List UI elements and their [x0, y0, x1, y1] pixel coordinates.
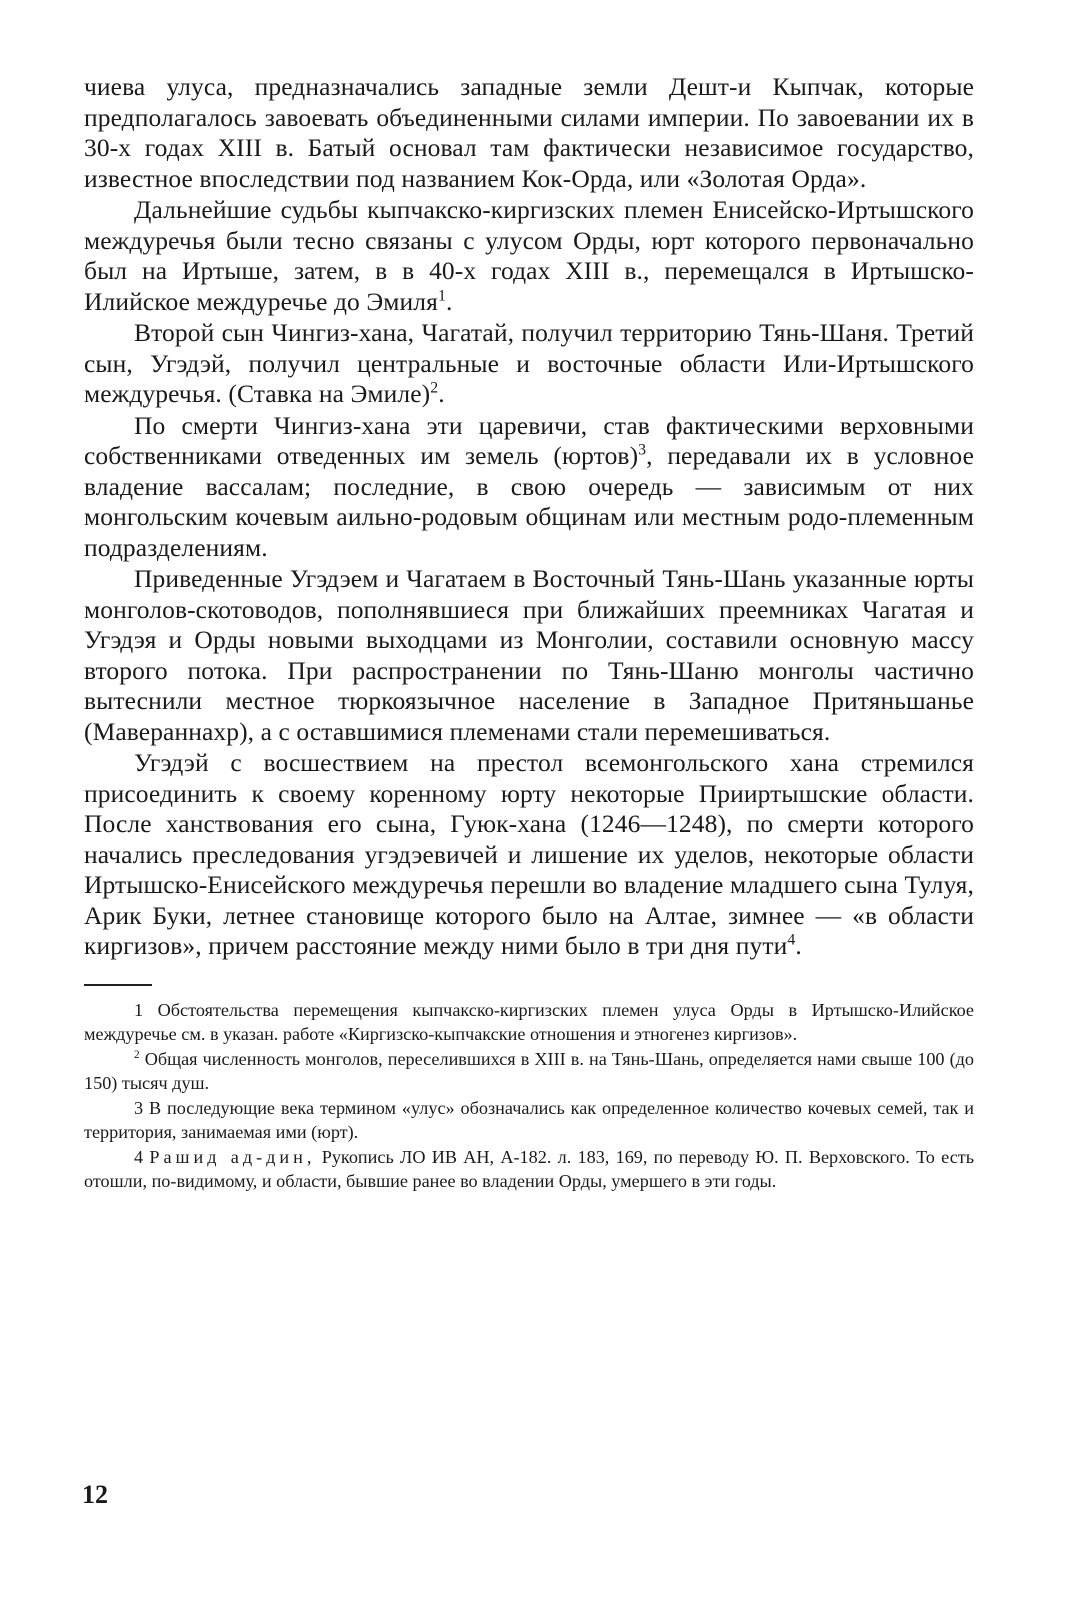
paragraph-1 — [84, 72, 974, 194]
paragraph-1-text: чиева улуса, предназначались западные земли Дешт-и Кыпчак, которые предполагалось завоевать объединенными силами империи. По завоевании их в 30-х годах XIII в. Батый основал там фактически независимое государство, известное впоследствии под названием Кок-Орда, или «Золотая Орда». — [84, 72, 974, 193]
page-body — [84, 72, 974, 1194]
footnote-4-author: Рашид ад-дин, — [149, 1146, 316, 1167]
footnote-2-number: 2 — [134, 1048, 140, 1061]
paragraph-3-text: Второй сын Чингиз-хана, Чагатай, получил территорию Тянь-Шаня. Третий сын, Угэдэй, получил центральные и восточные области Или-Иртышского междуречья. (Ставка на Эмиле) — [84, 318, 974, 408]
footnote-ref-3: 3 — [638, 441, 647, 459]
paragraph-2-end: . — [445, 286, 453, 316]
paragraph-2-text: Дальнейшие судьбы кыпчакско-киргизских племен Енисейско-Иртышского междуречья были тесно связаны с улусом Орды, юрт которого первоначально был на Иртыше, затем, в в 40-х годах XIII в., перемещался в Иртышско-Илийское междуречье до Эмиля — [84, 195, 974, 316]
paragraph-4-comma: , — [646, 441, 653, 470]
footnote-1-number: 1 — [134, 999, 144, 1020]
footnote-ref-2: 2 — [430, 379, 439, 397]
footnote-ref-4: 4 — [787, 931, 796, 949]
page-number: 12 — [82, 1480, 108, 1509]
paragraph-4 — [84, 411, 974, 564]
paragraph-4-text-b: передавали их в условное владение вассалам; последние, в свою очередь — зависимым от них монгольским кочевым аильно-родовым общинам или местным родо-племенным подразделениям. — [84, 441, 974, 562]
paragraph-3 — [84, 318, 974, 410]
footnote-3-text: В последующие века термином «улус» обозначались как определенное количество кочевых семей, так и территория, занимаемая ими (юрт). — [84, 1097, 975, 1142]
footnote-4 — [84, 1145, 974, 1194]
footnote-1-text: Обстоятельства перемещения кыпчакско-киргизских племен улуса Орды в Иртышско-Илийское междуречье см. в указан. работе «Киргизско-кыпчакские отношения и этногенез киргизов». — [84, 999, 974, 1044]
footnote-ref-1: 1 — [437, 287, 446, 304]
footnote-1 — [84, 998, 974, 1047]
paragraph-3-end: . — [438, 379, 445, 408]
footnote-4-text: Рукопись ЛО ИВ АН, А-182. л. 183, 169, по переводу Ю. П. Верховского. То есть отошли, по-видимому, и области, бывшие ранее во владении Орды, умершего в эти годы. — [84, 1146, 975, 1191]
paragraph-4-text-a: По смерти Чингиз-хана эти царевичи, став фактическими верховными собственниками отведенных им земель (юртов) — [84, 410, 974, 470]
footnote-divider — [84, 984, 152, 986]
paragraph-6 — [84, 748, 974, 962]
paragraph-2 — [84, 195, 974, 317]
paragraph-6-text: Угэдэй с восшествием на престол всемонгольского хана стремился присоединить к своему коренному юрту некоторые Прииртышские области. После ханствования его сына, Гуюк-хана (1246—1248), по смерти которого начались преследования угэдэевичей и лишение их уделов, некоторые области Иртышско-Енисейского междуречья перешли во владение младшего сына Тулуя, Арик Буки, летнее становище которого было на Алтае, зимнее — «в области киргизов», причем расстояние между ними было в три дня пути — [84, 748, 974, 960]
footnote-2 — [84, 1047, 974, 1096]
footnote-3 — [84, 1096, 974, 1145]
paragraph-5-text: Приведенные Угэдэем и Чагатаем в Восточный Тянь-Шань указанные юрты монголов-скотоводов, пополнявшиеся при ближайших преемниках Чагатая и Угэдэя и Орды новыми выходцами из Монголии, составили основную массу второго потока. При распространении по Тянь-Шаню монголы частично вытеснили местное тюркоязычное население в Западное Притяньшанье (Мавераннахр), а с оставшимися племенами стали перемешиваться. — [84, 564, 974, 746]
footnote-2-text: Общая численность монголов, переселившихся в XIII в. на Тянь-Шань, определяется нами свыше 100 (до 150) тысяч душ. — [84, 1048, 974, 1093]
footnote-4-number: 4 — [134, 1146, 144, 1167]
footnote-3-number: 3 — [134, 1097, 144, 1118]
paragraph-5 — [84, 564, 974, 747]
paragraph-6-end: . — [795, 931, 802, 960]
